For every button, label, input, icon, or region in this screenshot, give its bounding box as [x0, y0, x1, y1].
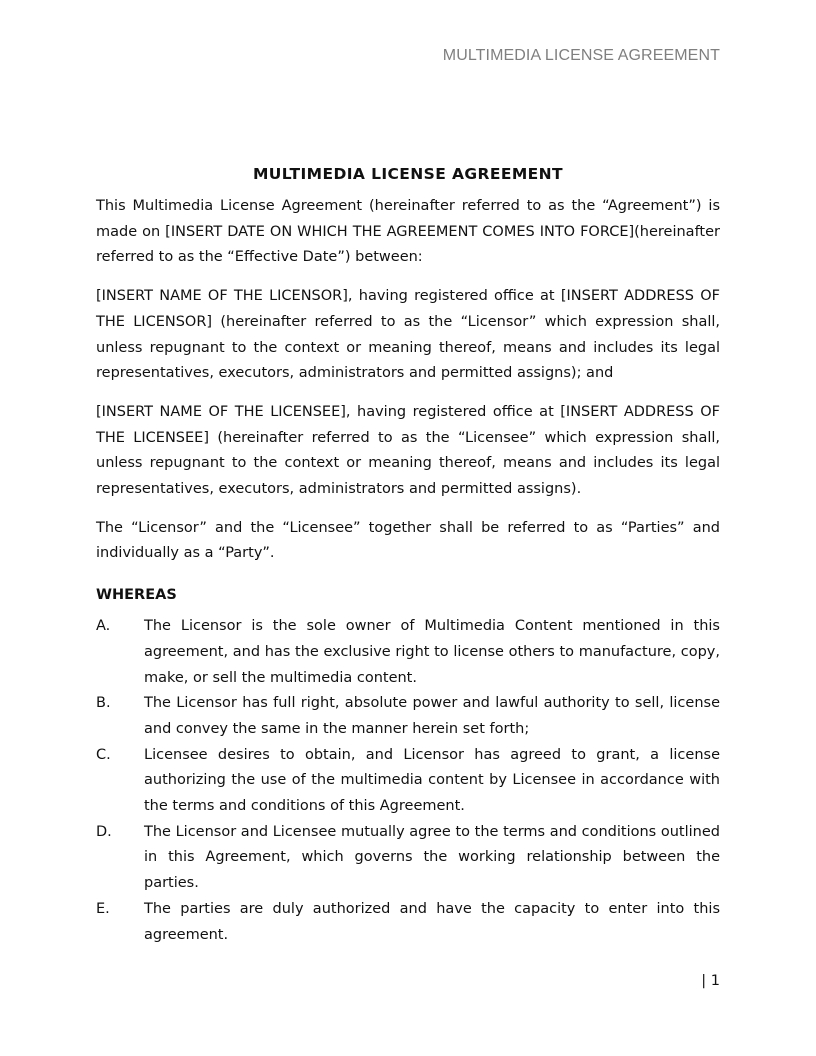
recital-letter: B. [96, 695, 111, 712]
recital-item [96, 691, 720, 742]
recital-letter: A. [96, 618, 111, 635]
recital-letter: D. [96, 823, 112, 840]
recital-item [96, 614, 720, 691]
recital-text: Licensee desires to obtain, and Licensor has agreed to grant, a license authorizing the use of the multimedia content by Licensee in accordance with the terms and conditions of this Agreement. [144, 746, 720, 815]
intro-paragraph: This Multimedia License Agreement (hereinafter referred to as the “Agreement”) is made on [INSERT DATE ON WHICH THE AGREEMENT COMES INTO FORCE](hereinafter referred to as the “Effective Date”) between: [96, 198, 720, 266]
recital-item [96, 820, 720, 897]
recital-text: The parties are duly authorized and have the capacity to enter into this agreement. [144, 900, 720, 943]
recitals-list [96, 614, 720, 948]
page-number: | 1 [701, 973, 720, 989]
recital-item [96, 743, 720, 820]
recital-letter: C. [96, 746, 111, 763]
recital-letter: E. [96, 900, 110, 917]
licensor-paragraph: [INSERT NAME OF THE LICENSOR], having registered office at [INSERT ADDRESS OF THE LICENSOR] (hereinafter referred to as the “Licensor” which expression shall, unless repugnant to the context or meaning thereof, means and includes its legal representatives, executors, administrators and permitted assigns); and [96, 288, 720, 382]
recital-text: The Licensor and Licensee mutually agree to the terms and conditions outlined in this Agreement, which governs the working relationship between the parties. [144, 823, 720, 892]
document-body [96, 163, 720, 948]
recital-text: The Licensor has full right, absolute power and lawful authority to sell, license and convey the same in the manner herein set forth; [144, 695, 720, 737]
running-header: MULTIMEDIA LICENSE AGREEMENT [442, 47, 720, 64]
licensee-paragraph: [INSERT NAME OF THE LICENSEE], having registered office at [INSERT ADDRESS OF THE LICENSEE] (hereinafter referred to as the “Licensee” which expression shall, unless repugnant to the context or meaning thereof, means and includes its legal representatives, executors, administrators and permitted assigns). [96, 403, 720, 498]
whereas-heading: WHEREAS [96, 587, 177, 604]
recital-item [96, 897, 720, 948]
document-title: MULTIMEDIA LICENSE AGREEMENT [252, 165, 563, 183]
recital-text: The Licensor is the sole owner of Multimedia Content mentioned in this agreement, and has the exclusive right to license others to manufacture, copy, make, or sell the multimedia content. [144, 618, 720, 686]
parties-paragraph: The “Licensor” and the “Licensee” together shall be referred to as “Parties” and individually as a “Party”. [96, 519, 720, 562]
